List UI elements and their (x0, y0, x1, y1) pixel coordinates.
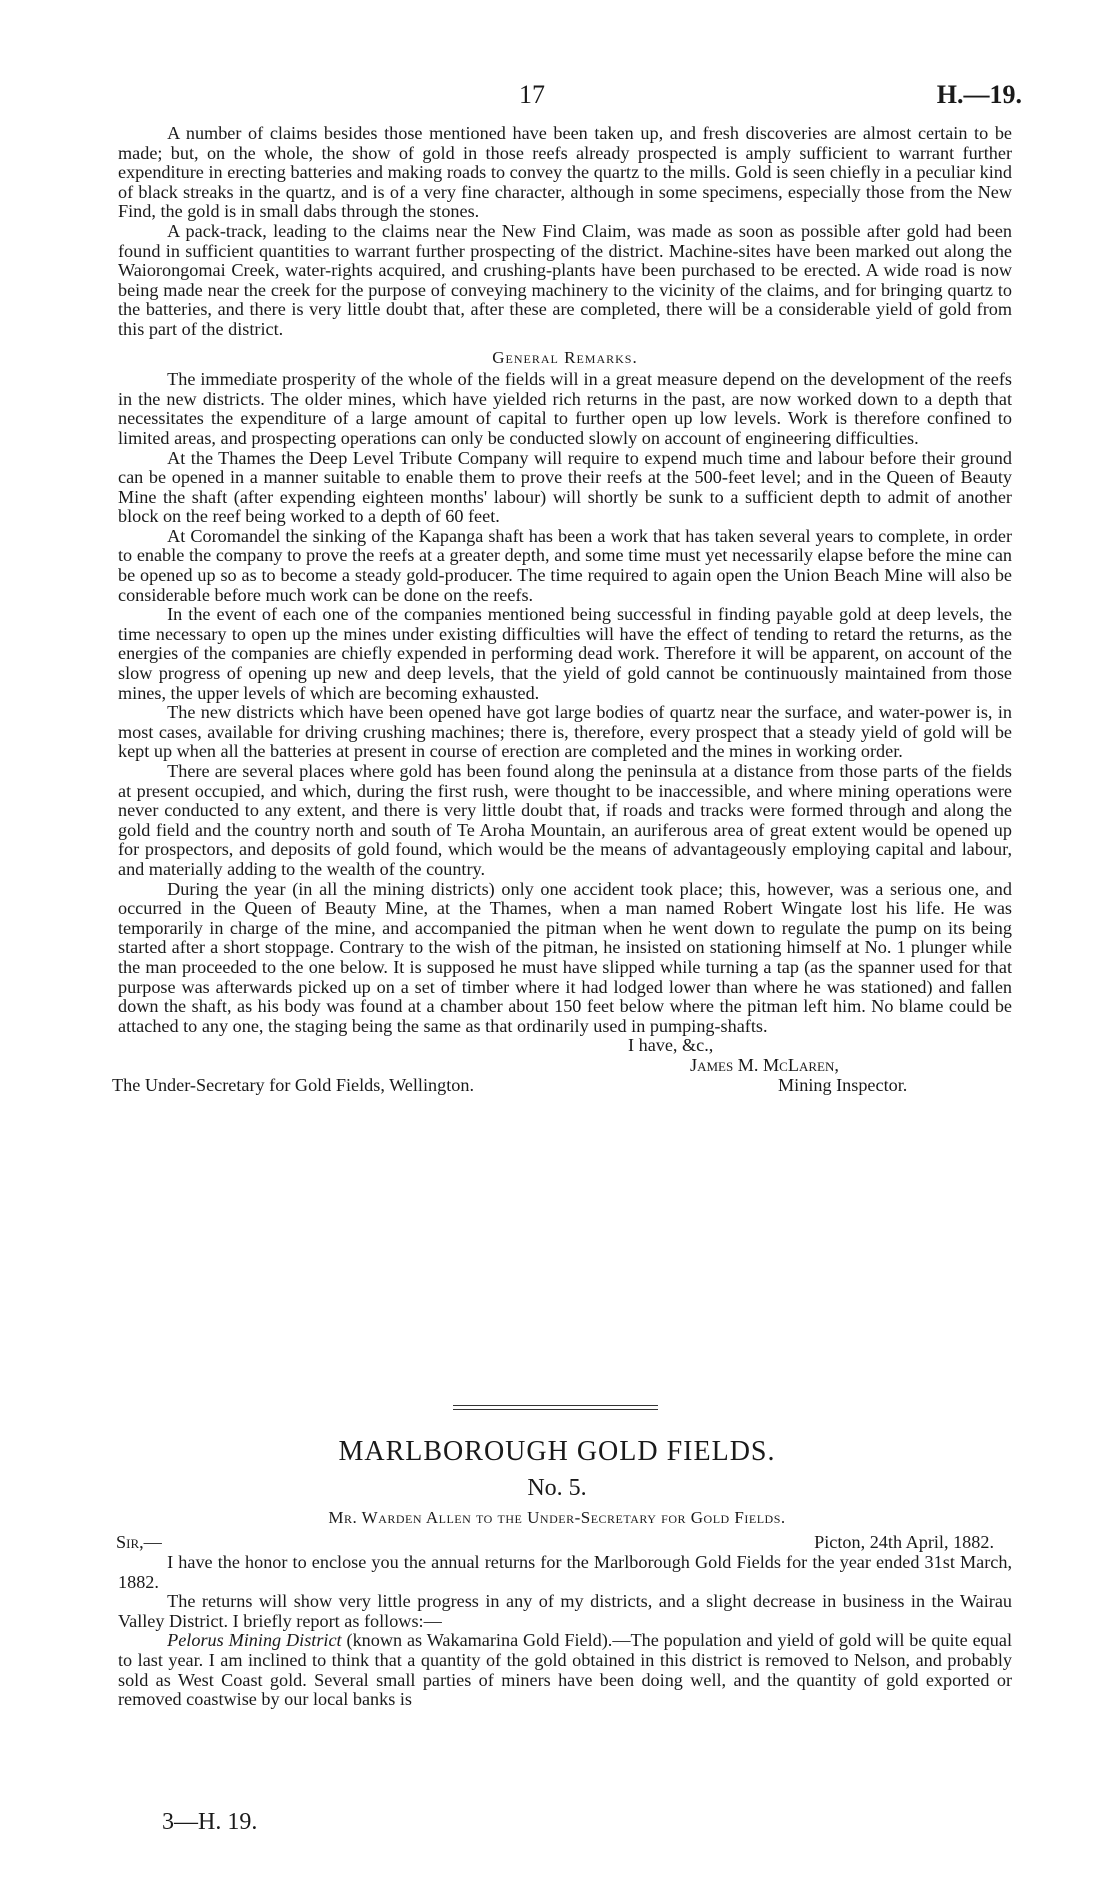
salutation: Sir,— (116, 1532, 162, 1552)
paragraph-text: (known as Wakamarina Gold Field).—The population and yield of gold will be quite equal to last year. I am inclined to think that a quantity of the gold obtained in this district is removed to Nelson, and probably sold as West Coast gold. Several small parties of miners have been doing well, and the quantity of gold exported or removed coastwise by our local banks is (118, 1630, 1012, 1710)
addressee-line (112, 1075, 1012, 1096)
paragraph: At the Thames the Deep Level Tribute Company will require to expend much time and labour before their ground can be opened in a manner suitable to enable them to prove their reefs at the 500-feet level; and in the Queen of Beauty Mine the shaft (after expending eighteen months' labour) will shortly be sunk to a sufficient depth to admit of another block on the reef being worked to a depth of 60 feet. (118, 447, 1012, 527)
paragraph: There are several places where gold has been found along the peninsula at a distance from those parts of the fields at present occupied, and which, during the first rush, were thought to be inaccessible, and where mining operations were never conducted to any extent, and there is very little doubt that, if roads and tracks were formed through and along the gold field and the country north and south of Te Aroha Mountain, an auriferous area of great extent would be opened up for prospectors, and deposits of gold found, which would be the means of advantageously employing capital and labour, and materially adding to the wealth of the country. (118, 761, 1012, 879)
paragraph: I have the honor to enclose you the annual returns for the Marlborough Gold Fields for the year ended 31st March, 1882. (118, 1552, 1012, 1592)
salutation-row (118, 1533, 1012, 1553)
page-header (0, 80, 1114, 110)
inspector-report-body (112, 123, 1012, 1096)
signatory-title: Mining Inspector. (778, 1075, 908, 1096)
paragraph: A pack-track, leading to the claims near the New Find Claim, was made as soon as possible after gold had been found in sufficient quantities to warrant further prospecting of the district. Machine-sites have been marked out along the Waiorongomai Creek, water-rights acquired, and crushing-plants have been purchased to be erected. A wide road is now being made near the creek for the purpose of conveying machinery to the vicinity of the claims, and for bringing quartz to the batteries, and there is very little doubt that, after these are completed, there will be a considerable yield of gold from this part of the district. (118, 220, 1012, 339)
paragraph: In the event of each one of the companies mentioned being successful in finding payable gold at deep levels, the time necessary to open up the mines under existing difficulties will have the effect of tending to retard the returns, as the energies of the companies are chiefly expended in performing dead work. Therefore it will be apparent, on account of the slow progress of opening up new and deep levels, that the yield of gold cannot be continuously maintained from those mines, the upper levels of which are becoming exhausted. (118, 604, 1012, 703)
section-divider (453, 1405, 658, 1413)
addressee: The Under-Secretary for Gold Fields, Wellington. (112, 1075, 474, 1096)
signatory: James M. McLaren, (690, 1055, 839, 1076)
paragraph: The returns will show very little progress in any of my districts, and a slight decrease in business in the Wairau Valley District. I briefly report as follows:— (118, 1591, 1012, 1631)
section-number: No. 5. (527, 1475, 587, 1501)
closing-line (118, 1036, 1012, 1056)
paragraph: A number of claims besides those mentioned have been taken up, and fresh discoveries are almost certain to be made; but, on the whole, the show of gold in those reefs already prospected is amply sufficient to warrant further expenditure in erecting batteries and making roads to convey the quartz to the mills. Gold is seen chiefly in a peculiar kind of black streaks in the quartz, and is of a very fine character, although in some specimens, especially those from the New Find, the gold is in small dabs through the stones. (118, 123, 1012, 222)
warden-letter (118, 1533, 1012, 1710)
general-remarks-heading: General Remarks. (492, 347, 638, 367)
sheet-reference: 3—H. 19. (162, 1809, 258, 1835)
district-name: Pelorus Mining District (167, 1630, 342, 1651)
paragraph: During the year (in all the mining districts) only one accident took place; this, however, was a serious one, and occurred in the Queen of Beauty Mine, at the Thames, when a man named Robert Wingate lost his life. He was temporarily in charge of the mine, and accompanied the pitman when he went down to regulate the pump on its being started after a short stoppage. Contrary to the wish of the pitman, he insisted on stationing himself at No. 1 plunger while the man proceeded to the one below. It is supposed he must have slipped while turning a tap (as the spanner used for that purpose was afterwards picked up on a set of timber where it had lodged lower than where he was stationed) and fallen down the shaft, as his body was found at a chamber about 150 feet below where the pitman left him. No blame could be attached to any one, the staging being the same as that ordinarily used in pumping-shafts. (118, 878, 1012, 1036)
paragraph: The immediate prosperity of the whole of the fields will in a great measure depend on the development of the reefs in the new districts. The older mines, which have yielded rich returns in the past, are now worked down to a depth that necessitates the expenditure of a large amount of capital to further open up low levels. Work is therefore confined to limited areas, and prospecting operations can only be conducted slowly on account of engineering difficulties. (118, 369, 1012, 448)
document-reference: H.—19. (936, 80, 1022, 109)
paragraph (118, 1631, 1012, 1709)
place-date: Picton, 24th April, 1882. (814, 1532, 994, 1552)
paragraph: The new districts which have been opened have got large bodies of quartz near the surface, and water-power is, in most cases, available for driving crushing machines; there is, therefore, every prospect that a steady yield of gold will be kept up when all the batteries at present in course of erection are completed and the mines in working order. (118, 702, 1012, 762)
signature-line (118, 1056, 1012, 1076)
letter-subheading: Mr. Warden Allen to the Under-Secretary for Gold Fields. (328, 1508, 786, 1527)
section-title: MARLBOROUGH GOLD FIELDS. (338, 1436, 776, 1467)
page-number: 17 (519, 80, 545, 109)
paragraph: At Coromandel the sinking of the Kapanga shaft has been a work that has taken several years to complete, in order to enable the company to prove the reefs at a greater depth, and some time must yet necessarily elapse before the mine can be opened up so as to become a steady gold-producer. The time required to again open the Union Beach Mine will also be considerable before much work can be done on the reefs. (118, 525, 1012, 605)
closing: I have, &c., (628, 1035, 714, 1056)
